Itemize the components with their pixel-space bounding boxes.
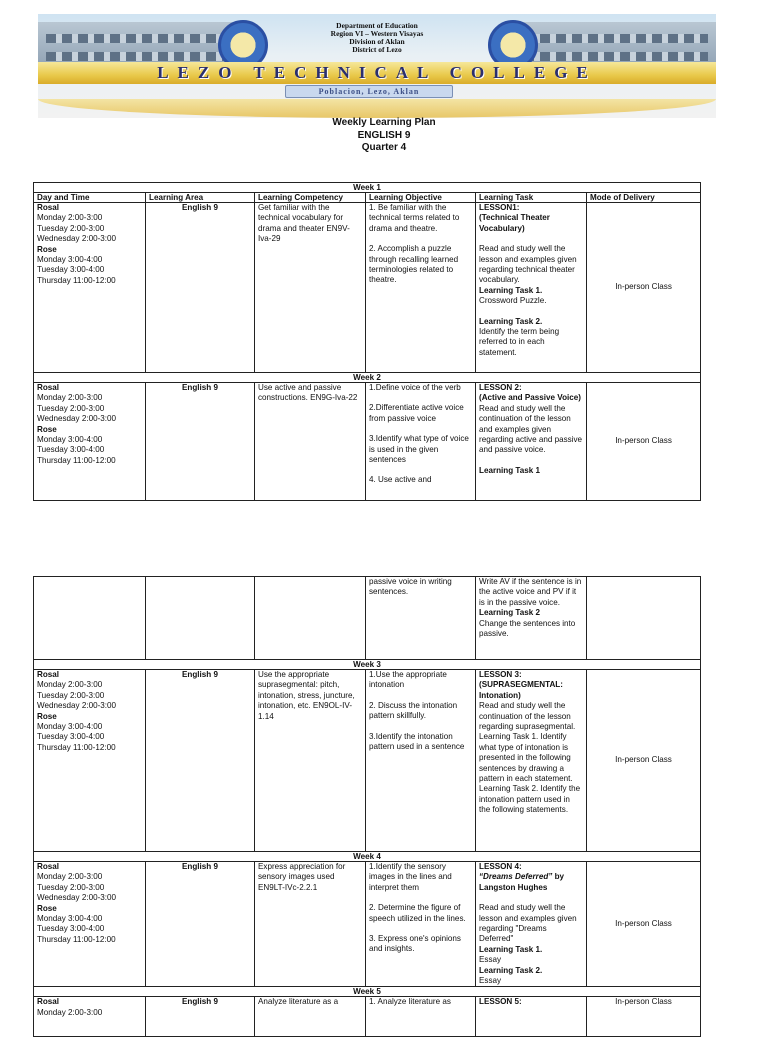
competency-cell: Get familiar with the technical vocabulary for drama and theater EN9V-Iva-29 (255, 203, 366, 373)
plan-title-line2: ENGLISH 9 (357, 129, 411, 141)
deped-text: Department of Education Region VI – Western Visayas Division of Aklan District of Lezo (330, 21, 424, 54)
day-time-cell: Rosal Monday 2:00-3:00 Tuesday 2:00-3:00 Wednesday 2:00-3:00 Rose Monday 3:00-4:00 Tuesday 3:00-4:00 Thursday 11:00-12:00 (34, 383, 146, 501)
task-cell: LESSON1: (Technical Theater Vocabulary) Read and study well the lesson and examples given regarding technical theater vocabulary. Learning Task 1. Crossword Puzzle. Learning Task 2. Identify the term being referred to in each statement. (476, 203, 587, 373)
wave-decoration (38, 99, 716, 118)
table-row (34, 997, 701, 1037)
week-row (34, 183, 701, 193)
mode-cell: In-person Class (587, 862, 701, 987)
competency-cell: Use the appropriate suprasegmental: pitch, intonation, stress, juncture, intonation, etc. EN9OL-IV-1.14 (255, 670, 366, 852)
task-cell: LESSON 5: (476, 997, 587, 1037)
competency-cell (255, 577, 366, 660)
week-label: Week 5 (34, 987, 701, 997)
col-learning-area: Learning Area (146, 193, 255, 203)
col-mode-delivery: Mode of Delivery (587, 193, 701, 203)
table-row (34, 670, 701, 852)
objective-cell: passive voice in writing sentences. (366, 577, 476, 660)
week-label: Week 4 (34, 852, 701, 862)
mode-cell: In-person Class (587, 670, 701, 852)
school-name: LEZO TECHNICAL COLLEGE (157, 63, 597, 82)
objective-cell: 1.Use the appropriate intonation 2. Discuss the intonation pattern skillfully. 3.Identify the intonation pattern used in a sentence (366, 670, 476, 852)
learning-area-cell: English 9 (146, 997, 255, 1037)
day-time-cell: Rosal Monday 2:00-3:00 Tuesday 2:00-3:00 Wednesday 2:00-3:00 Rose Monday 3:00-4:00 Tuesday 3:00-4:00 Thursday 11:00-12:00 (34, 670, 146, 852)
day-time-cell: Rosal Monday 2:00-3:00 Tuesday 2:00-3:00 Wednesday 2:00-3:00 Rose Monday 3:00-4:00 Tuesday 3:00-4:00 Thursday 11:00-12:00 (34, 862, 146, 987)
day-time-cell: Rosal Monday 2:00-3:00 (34, 997, 146, 1037)
table-row (34, 203, 701, 373)
learning-area-cell: English 9 (146, 862, 255, 987)
week-label: Week 1 (34, 183, 701, 193)
competency-cell: Use active and passive constructions. EN9G-Iva-22 (255, 383, 366, 501)
header-banner (38, 14, 716, 118)
week-row (34, 987, 701, 997)
col-day-time: Day and Time (34, 193, 146, 203)
learning-area-cell: English 9 (146, 670, 255, 852)
competency-cell: Express appreciation for sensory images used EN9LT-IVc-2.2.1 (255, 862, 366, 987)
learning-area-cell: English 9 (146, 383, 255, 501)
plan-title (0, 117, 768, 155)
competency-cell: Analyze literature as a (255, 997, 366, 1037)
week-label: Week 2 (34, 373, 701, 383)
learning-plan-table-page2 (33, 576, 701, 1037)
table-row (34, 862, 701, 987)
objective-cell: 1.Identify the sensory images in the lines and interpret them 2. Determine the figure of speech utilized in the lines. 3. Express one's opinions and insights. (366, 862, 476, 987)
learning-plan-table-page1 (33, 182, 701, 501)
col-learning-objective: Learning Objective (366, 193, 476, 203)
mode-cell: In-person Class (587, 997, 701, 1037)
table-row (34, 577, 701, 660)
learning-area-cell: English 9 (146, 203, 255, 373)
task-cell: LESSON 4: “Dreams Deferred” by Langston Hughes Read and study well the lesson and examples given regarding "Dreams Deferred" Learning Task 1. Essay Learning Task 2. Essay (476, 862, 587, 987)
mode-cell: In-person Class (587, 383, 701, 501)
objective-cell: 1. Be familiar with the technical terms related to drama and theatre. 2. Accomplish a puzzle through recalling learned terminologies related to theatre. (366, 203, 476, 373)
task-cell: LESSON 2: (Active and Passive Voice) Read and study well the continuation of the lesson and examples given regarding active and passive and passive voice. Learning Task 1 (476, 383, 587, 501)
objective-cell: 1.Define voice of the verb 2.Differentiate active voice from passive voice 3.Identify what type of voice is used in the given sentences 4. Use active and (366, 383, 476, 501)
task-cell: Write AV if the sentence is in the active voice and PV if it is in the passive voice. Learning Task 2 Change the sentences into passive. (476, 577, 587, 660)
week-label: Week 3 (34, 660, 701, 670)
objective-cell: 1. Analyze literature as (366, 997, 476, 1037)
mode-cell (587, 577, 701, 660)
table-header (34, 193, 701, 203)
mode-cell: In-person Class (587, 203, 701, 373)
day-time-cell: Rosal Monday 2:00-3:00 Tuesday 2:00-3:00 Wednesday 2:00-3:00 Rose Monday 3:00-4:00 Tuesday 3:00-4:00 Thursday 11:00-12:00 (34, 203, 146, 373)
plan-title-line3: Quarter 4 (361, 142, 407, 153)
week-row (34, 852, 701, 862)
week-row (34, 373, 701, 383)
col-learning-competency: Learning Competency (255, 193, 366, 203)
week-row (34, 660, 701, 670)
learning-area-cell (146, 577, 255, 660)
plan-title-line1: Weekly Learning Plan (332, 117, 436, 128)
day-time-cell (34, 577, 146, 660)
col-learning-task: Learning Task (476, 193, 587, 203)
table-row (34, 383, 701, 501)
school-address: Poblacion, Lezo, Aklan (285, 85, 453, 98)
task-cell: LESSON 3: (SUPRASEGMENTAL: Intonation) Read and study well the continuation of the lesson regarding suprasegmental. Learning Task 1. Identify what type of intonation is presented in the following sentences by drawing a pattern in each statement. Learning Task 2. Identify the intonation pattern used in the following statements. (476, 670, 587, 852)
